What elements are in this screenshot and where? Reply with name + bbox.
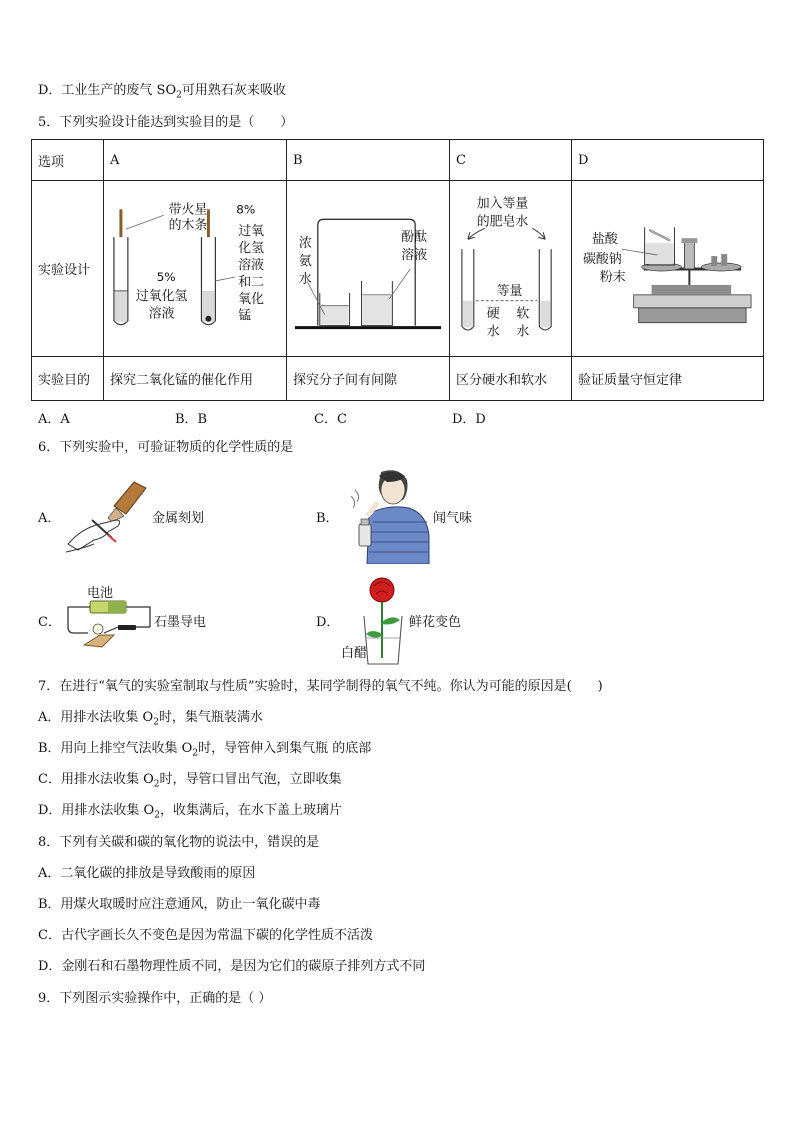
q7-option-d[interactable]: D．用排水法收集 $O_2$，收集满后，在水下盖上玻璃片	[38, 803, 342, 821]
q7-option-b[interactable]: B．用向上排空气法收集 $O_2$时，导管伸入到集气瓶 的底部	[38, 741, 372, 759]
q8-stem: 8．下列有关碳和碳的氧化物的说法中，错误的是	[38, 835, 320, 850]
svg-text:水: 水	[298, 271, 312, 287]
svg-text:锰: 锰	[238, 308, 252, 324]
q5-option-c[interactable]: C．C	[314, 412, 347, 427]
svg-text:的肥皂水: 的肥皂水	[476, 214, 529, 230]
table-design-row	[32, 181, 764, 357]
q5-stem: 5．下列实验设计能达到实验目的是（ ）	[38, 115, 294, 130]
svg-text:加入等量: 加入等量	[476, 196, 529, 212]
svg-text:过氧化氢: 过氧化氢	[135, 288, 188, 304]
q4-option-d: D．工业生产的废气 $SO_2$可用熟石灰来吸收	[38, 83, 286, 101]
svg-text:水: 水	[486, 324, 500, 340]
q7-option-a[interactable]: A．用排水法收集 $O_2$时，集气瓶装满水	[38, 710, 263, 728]
q6-option-d-label: 鲜花变色	[409, 615, 462, 630]
figure-b	[287, 181, 450, 357]
svg-text:盐酸: 盐酸	[591, 232, 618, 248]
table-header-row	[32, 140, 764, 181]
purpose-a: 探究二氧化锰的催化作用	[104, 357, 287, 401]
q8-option-c[interactable]: C．古代字画长久不变色是因为常温下碳的化学性质不活泼	[38, 928, 373, 943]
svg-text:酚酞: 酚酞	[401, 230, 428, 246]
header-c: C	[450, 140, 572, 181]
svg-text:氨: 氨	[298, 254, 312, 270]
soap-water-test-icon	[450, 181, 571, 356]
q6-option-d-letter[interactable]: D．	[316, 615, 340, 630]
q5-option-d[interactable]: D．D	[452, 412, 486, 427]
figure-d	[572, 181, 764, 357]
svg-text:溶液: 溶液	[238, 257, 265, 273]
q5-option-a[interactable]: A．A	[38, 412, 70, 427]
svg-text:水: 水	[516, 324, 530, 340]
svg-text:和二: 和二	[238, 274, 265, 290]
header-d: D	[572, 140, 764, 181]
table-purpose-row	[32, 357, 764, 401]
q6-option-b-letter[interactable]: B．	[316, 511, 339, 526]
beakers-bell-jar-icon	[287, 181, 449, 356]
q6-option-c-label: 石墨导电	[154, 615, 207, 630]
svg-text:溶液: 溶液	[148, 306, 175, 322]
header-b: B	[287, 140, 450, 181]
vinegar-label: 白醋	[341, 646, 368, 661]
header-a: A	[104, 140, 287, 181]
test-tubes-catalyst-icon	[104, 181, 286, 356]
purpose-b: 探究分子间有间隙	[287, 357, 450, 401]
q5-option-b[interactable]: B．B	[175, 412, 208, 427]
svg-text:粉末: 粉末	[599, 269, 626, 285]
q8-option-b[interactable]: B．用煤火取暖时应注意通风，防止一氧化碳中毒	[38, 897, 321, 912]
purpose-row-label: 实验目的	[32, 357, 104, 401]
q8-option-a[interactable]: A．二氧化碳的排放是导致酸雨的原因	[38, 866, 256, 881]
purpose-d: 验证质量守恒定律	[572, 357, 764, 401]
svg-text:硬: 硬	[486, 306, 500, 322]
svg-text:化氢: 化氢	[238, 241, 265, 257]
graphite-circuit-icon	[64, 597, 156, 653]
svg-text:软: 软	[516, 306, 530, 322]
q6-option-a-letter[interactable]: A．	[38, 511, 61, 526]
battery-label: 电池	[87, 586, 114, 601]
q6-option-a-label: 金属刻划	[152, 511, 205, 526]
header-option: 选项	[32, 140, 104, 181]
svg-text:过氧: 过氧	[238, 224, 265, 240]
q7-stem: 7．在进行“氧气的实验室制取与性质”实验时，某同学制得的氧气不纯。你认为可能的原因是( )	[38, 679, 603, 694]
svg-text:等量: 等量	[496, 283, 523, 299]
metal-scratch-icon	[64, 478, 154, 556]
svg-text:氧化: 氧化	[238, 291, 265, 307]
q7-option-c[interactable]: C．用排水法收集 $O_2$时，导管口冒出气泡，立即收集	[38, 772, 342, 790]
svg-text:5%: 5%	[156, 269, 176, 284]
q6-option-b-label: 闻气味	[433, 511, 473, 526]
figure-a	[104, 181, 287, 357]
q8-option-d[interactable]: D．金刚石和石墨物理性质不同，是因为它们的碳原子排列方式不同	[38, 959, 426, 974]
q9-stem: 9．下列图示实验操作中，正确的是（ ）	[38, 991, 272, 1006]
svg-text:碳酸钠: 碳酸钠	[582, 252, 622, 268]
svg-text:浓: 浓	[298, 236, 312, 252]
balance-mass-conservation-icon	[572, 181, 763, 356]
q6-option-c-letter[interactable]: C．	[38, 615, 61, 630]
q6-stem: 6．下列实验中，可验证物质的化学性质的是	[38, 440, 294, 455]
svg-text:溶液: 溶液	[401, 248, 428, 264]
svg-text:带火星: 带火星	[168, 202, 208, 218]
svg-text:的木条: 的木条	[168, 218, 208, 234]
person-smelling-icon	[347, 466, 432, 564]
design-row-label: 实验设计	[32, 181, 104, 357]
q5-experiment-table	[31, 139, 764, 401]
figure-c	[450, 181, 572, 357]
svg-text:8%: 8%	[236, 202, 256, 217]
purpose-c: 区分硬水和软水	[450, 357, 572, 401]
